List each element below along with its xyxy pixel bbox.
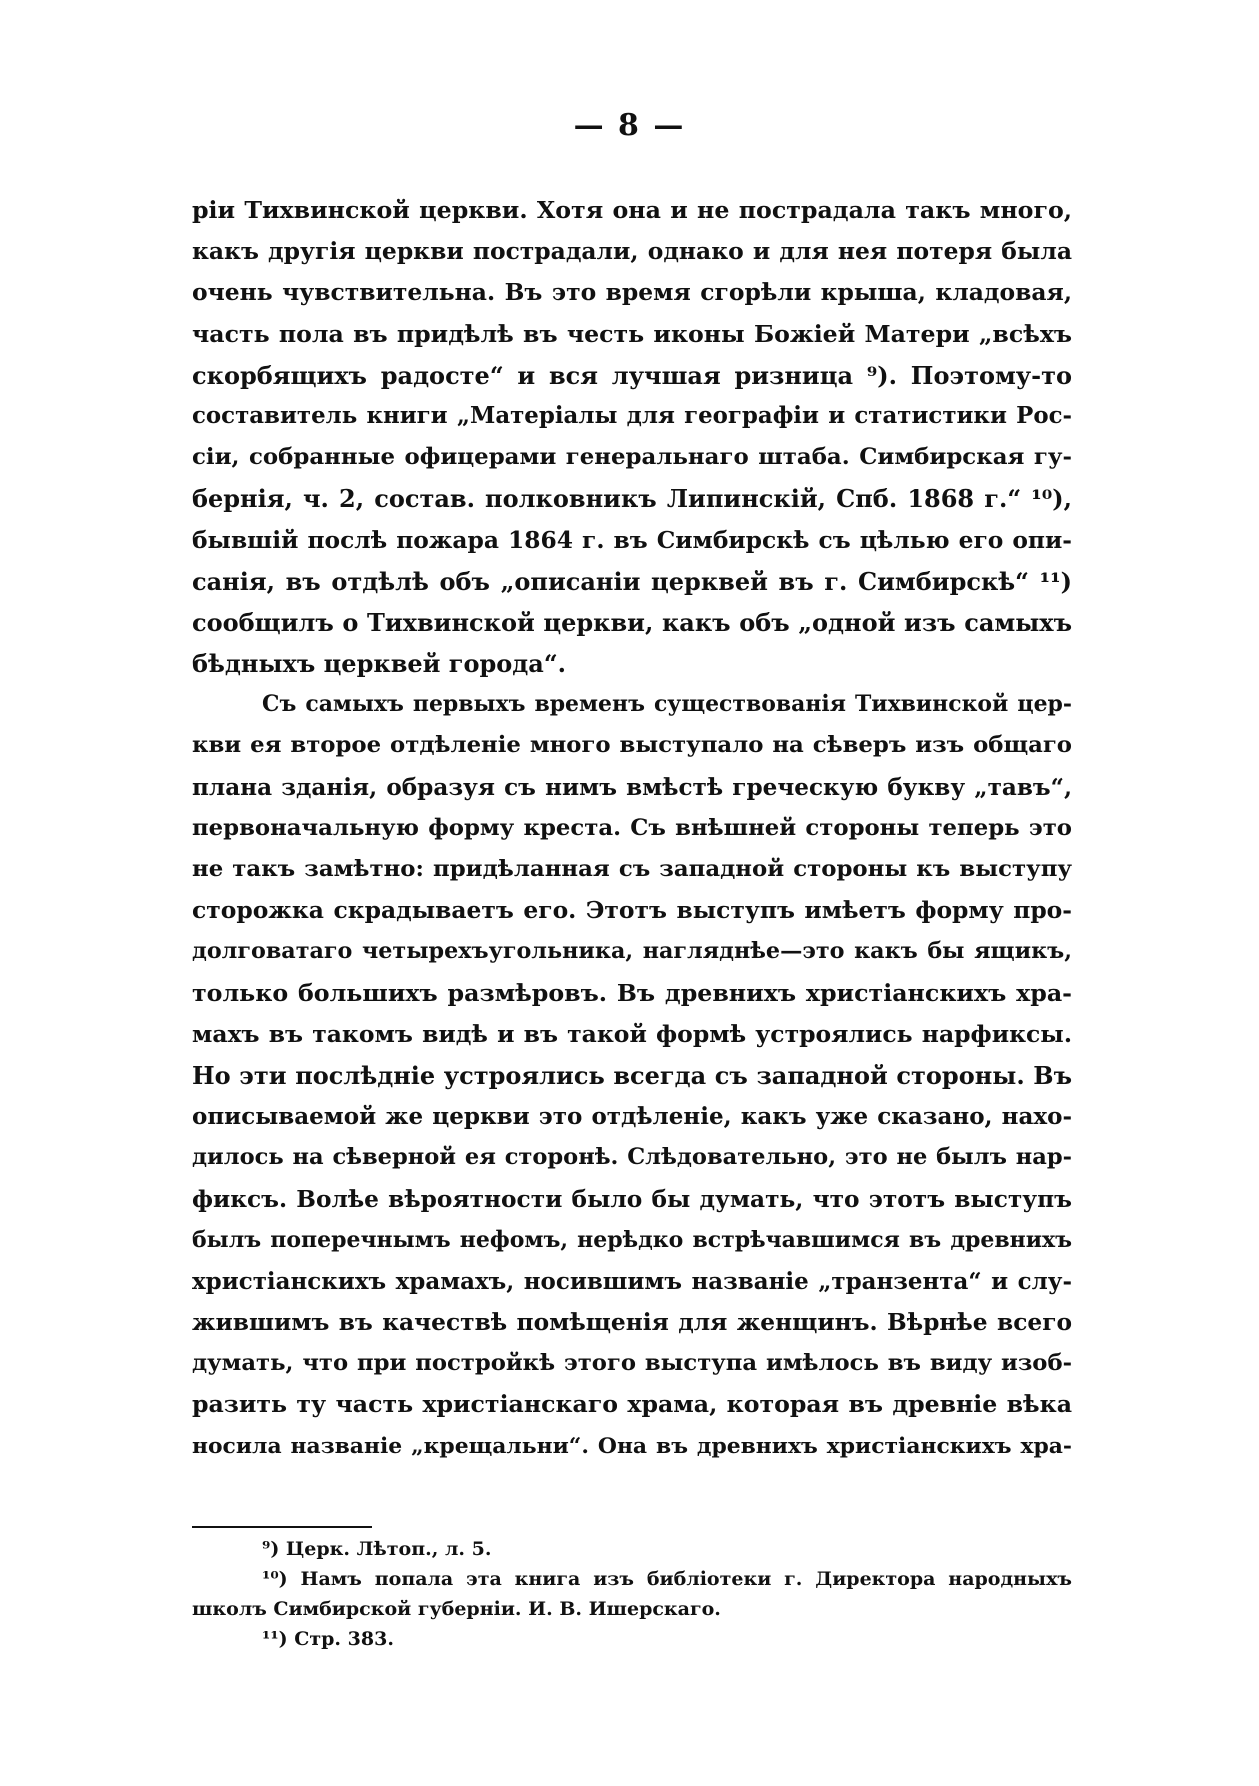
footnote-divider: [192, 1526, 372, 1528]
text-line: очень чувствительна. Въ это время сгорѣли крыша, кладовая,: [192, 278, 1072, 307]
text-line: составитель книги „Матеріалы для географіи и статистики Рос-: [192, 402, 1072, 429]
footnotes: [192, 1534, 1072, 1654]
text-line: жившимъ въ качествѣ помѣщенія для женщинъ. Вѣрнѣе всего: [192, 1309, 1072, 1337]
text-line: сообщилъ о Тихвинской церкви, какъ объ „одной изъ самыхъ: [192, 607, 1072, 637]
text-line: христіанскихъ храмахъ, носившимъ названіе „транзента“ и слу-: [192, 1267, 1072, 1295]
text-line: думать, что при постройкѣ этого выступа имѣлось въ виду изоб-: [192, 1350, 1072, 1377]
body-text: [192, 190, 1072, 1467]
text-line: часть пола въ придѣлѣ въ честь иконы Божіей Матери „всѣхъ: [192, 319, 1072, 348]
text-line: ріи Тихвинской церкви. Хотя она и не пострадала такъ много,: [192, 196, 1072, 224]
text-line: скорбящихъ радосте“ и вся лучшая ризница ⁹). Поэтому-то: [192, 360, 1072, 390]
text-line: Съ самыхъ первыхъ временъ существованія Тихвинской цер-: [262, 691, 1072, 718]
text-line: бывшій послѣ пожара 1864 г. въ Симбирскѣ съ цѣлью его опи-: [192, 525, 1072, 554]
text-line: только большихъ размѣровъ. Въ древнихъ христіанскихъ хра-: [192, 978, 1072, 1007]
text-line: плана зданія, образуя съ нимъ вмѣстѣ греческую букву „тавъ“,: [192, 773, 1072, 801]
text-line: кви ея второе отдѣленіе много выступало на сѣверъ изъ общаго: [192, 732, 1072, 759]
text-line: бѣдныхъ церквей города“.: [192, 649, 567, 679]
text-line: фиксъ. Волѣе вѣроятности было бы думать, что этотъ выступъ: [192, 1185, 1072, 1213]
text-line: санія, въ отдѣлѣ объ „описаніи церквей въ г. Симбирскѣ“ ¹¹): [192, 566, 1072, 596]
text-line: какъ другія церкви пострадали, однако и для нея потеря была: [192, 237, 1072, 266]
page-number: — 8 —: [573, 108, 686, 143]
text-line: Но эти послѣдніе устроялись всегда съ западной стороны. Въ: [192, 1060, 1072, 1090]
footnote-line: ¹¹) Стр. 383.: [262, 1628, 394, 1650]
text-line: сторожка скрадываетъ его. Этотъ выступъ имѣетъ форму про-: [192, 896, 1072, 925]
text-line: разить ту часть христіанскаго храма, которая въ древніе вѣка: [192, 1390, 1072, 1419]
footnote-line: ⁹) Церк. Лѣтоп., л. 5.: [262, 1538, 492, 1560]
text-line: былъ поперечнымъ нефомъ, нерѣдко встрѣчавшимся въ древнихъ: [192, 1226, 1072, 1253]
text-line: сіи, собранные офицерами генеральнаго штаба. Симбирская гу-: [192, 444, 1072, 471]
text-line: долговатаго четырехъугольника, нагляднѣе—это какъ бы ящикъ,: [192, 938, 1072, 965]
text-line: описываемой же церкви это отдѣленіе, какъ уже сказано, нахо-: [192, 1103, 1072, 1131]
footnote-line: ¹⁰) Намъ попала эта книга изъ библіотеки г. Директора народныхъ: [262, 1568, 1072, 1590]
footnote-line: школъ Симбирской губерніи. И. В. Ишерскаго.: [192, 1598, 721, 1620]
text-line: первоначальную форму креста. Съ внѣшней стороны теперь это: [192, 814, 1072, 841]
text-line: не такъ замѣтно: придѣланная съ западной стороны къ выступу: [192, 856, 1072, 882]
text-line: махъ въ такомъ видѣ и въ такой формѣ устроялись нарфиксы.: [192, 1019, 1072, 1048]
text-line: бернія, ч. 2, состав. полковникъ Липинскій, Спб. 1868 г.“ ¹⁰),: [192, 484, 1072, 514]
text-line: носила названіе „крещальни“. Она въ древнихъ христіанскихъ хра-: [192, 1432, 1072, 1459]
text-line: дилось на сѣверной ея сторонѣ. Слѣдовательно, это не былъ нар-: [192, 1144, 1072, 1171]
